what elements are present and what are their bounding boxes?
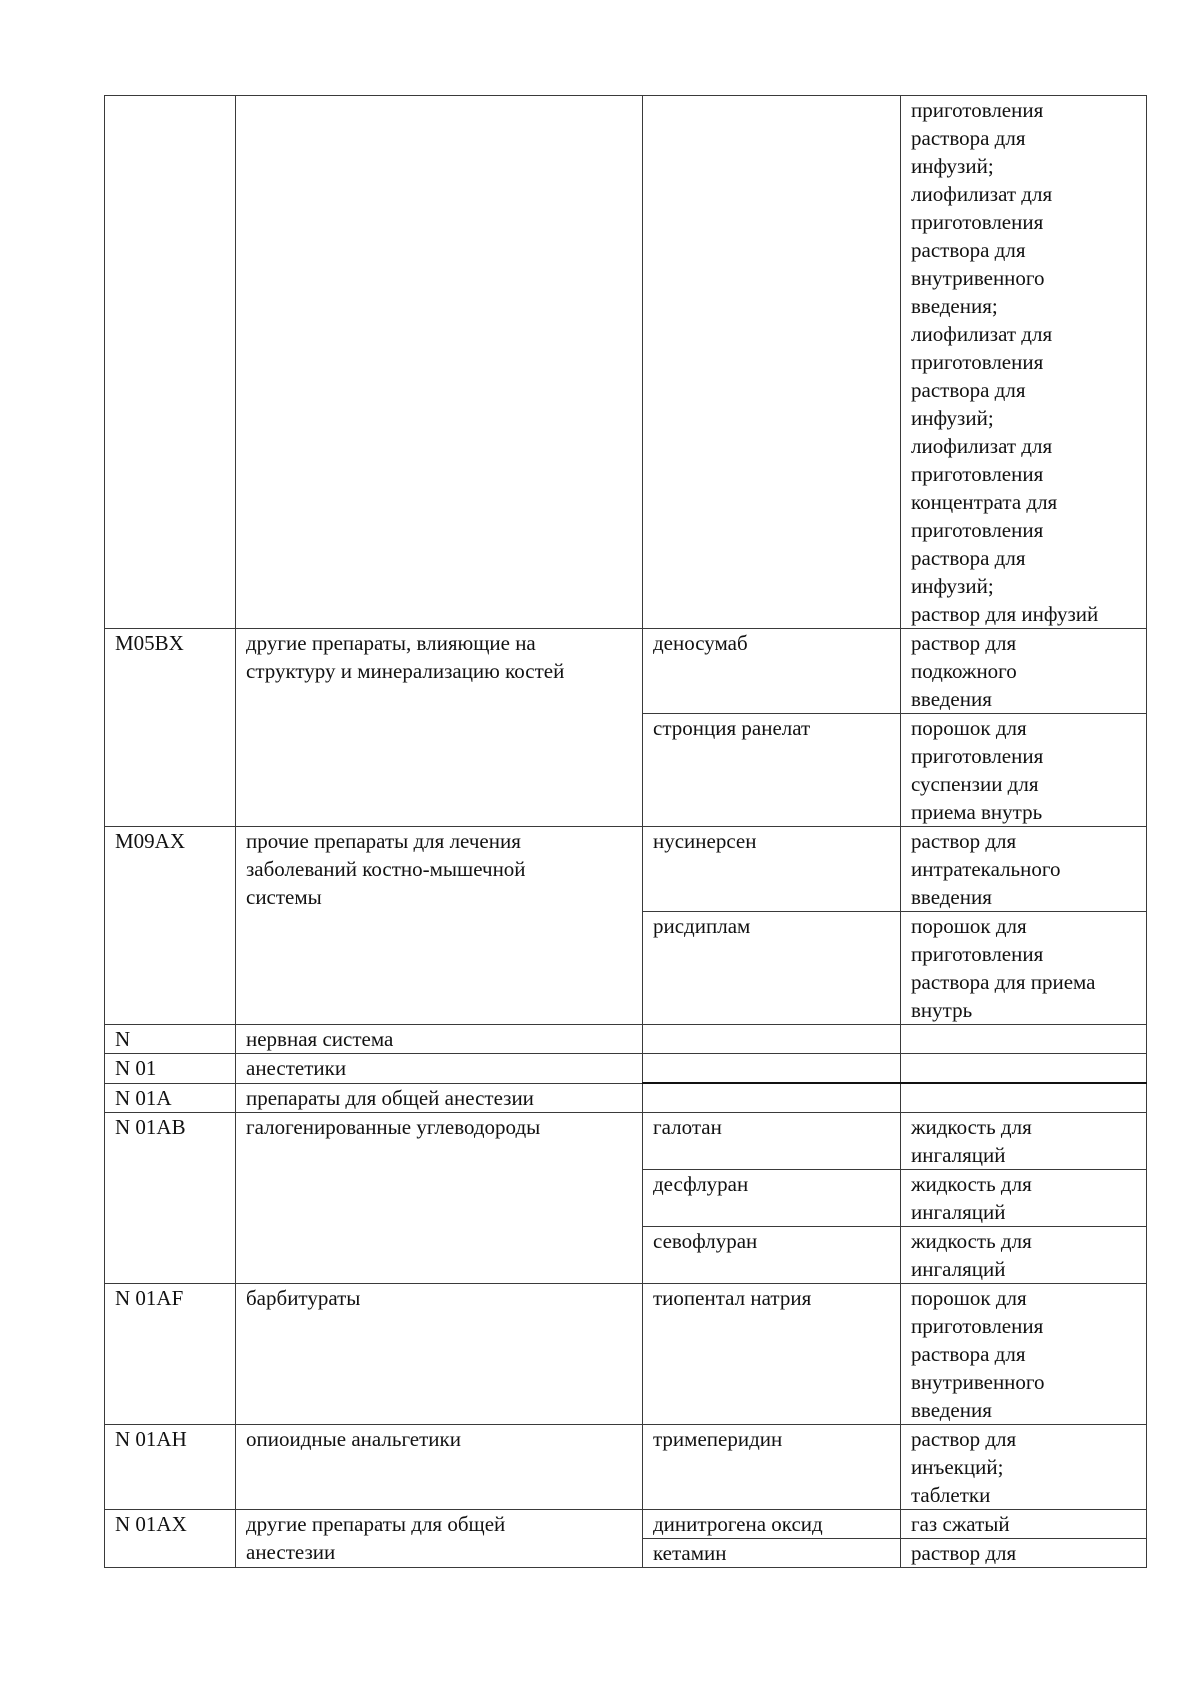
drug-name-cell: севофлуран: [643, 1227, 901, 1284]
table-row: [105, 1083, 1147, 1113]
drug-name-cell: тиопентал натрия: [643, 1284, 901, 1425]
drug-name-cell: галотан: [643, 1113, 901, 1170]
dosage-form-cell: раствор для инъекций; таблетки: [901, 1425, 1147, 1510]
dosage-form-cell: [901, 1054, 1147, 1084]
table-row: [105, 1113, 1147, 1170]
drug-name-cell: [643, 1025, 901, 1054]
dosage-form-cell: жидкость для ингаляций: [901, 1113, 1147, 1170]
table-row: [105, 1510, 1147, 1539]
group-name-cell: другие препараты для общей анестезии: [236, 1510, 643, 1568]
dosage-form-cell: жидкость для ингаляций: [901, 1227, 1147, 1284]
table-body: [105, 96, 1147, 1568]
atc-code-cell: N 01AH: [105, 1425, 236, 1510]
group-name-cell: прочие препараты для лечения заболеваний костно-мышечной системы: [236, 827, 643, 1025]
atc-code-cell: N 01: [105, 1054, 236, 1084]
dosage-form-cell: раствор для подкожного введения: [901, 629, 1147, 714]
drug-name-cell: динитрогена оксид: [643, 1510, 901, 1539]
table-row: [105, 1054, 1147, 1084]
dosage-form-cell: жидкость для ингаляций: [901, 1170, 1147, 1227]
dosage-form-cell: раствор для: [901, 1539, 1147, 1568]
group-name-cell: барбитураты: [236, 1284, 643, 1425]
drug-name-cell: стронция ранелат: [643, 714, 901, 827]
dosage-form-cell: газ сжатый: [901, 1510, 1147, 1539]
table-row: [105, 629, 1147, 714]
drug-name-cell: [643, 1054, 901, 1084]
dosage-form-cell: порошок для приготовления раствора для приема внутрь: [901, 912, 1147, 1025]
drug-name-cell: кетамин: [643, 1539, 901, 1568]
drug-classification-table: [104, 95, 1147, 1568]
table-row: [105, 1284, 1147, 1425]
atc-code-cell: M09AX: [105, 827, 236, 1025]
table-row: [105, 1025, 1147, 1054]
table-row: [105, 96, 1147, 629]
drug-name-cell: рисдиплам: [643, 912, 901, 1025]
drug-name-cell: нусинерсен: [643, 827, 901, 912]
atc-code-cell: [105, 96, 236, 629]
table-row: [105, 827, 1147, 912]
group-name-cell: опиоидные анальгетики: [236, 1425, 643, 1510]
drug-name-cell: тримеперидин: [643, 1425, 901, 1510]
atc-code-cell: M05BX: [105, 629, 236, 827]
group-name-cell: нервная система: [236, 1025, 643, 1054]
atc-code-cell: N 01AF: [105, 1284, 236, 1425]
drug-name-cell: деносумаб: [643, 629, 901, 714]
dosage-form-cell: приготовления раствора для инфузий; лиофилизат для приготовления раствора для внутривенного введения; лиофилизат для приготовления раствора для инфузий; лиофилизат для приготовления концентрата для приготовления раствора для инфузий; раствор для инфузий: [901, 96, 1147, 629]
drug-name-cell: [643, 1083, 901, 1113]
group-name-cell: [236, 96, 643, 629]
atc-code-cell: N 01A: [105, 1083, 236, 1113]
drug-name-cell: [643, 96, 901, 629]
table-row: [105, 1425, 1147, 1510]
atc-code-cell: N: [105, 1025, 236, 1054]
atc-code-cell: N 01AB: [105, 1113, 236, 1284]
dosage-form-cell: раствор для интратекального введения: [901, 827, 1147, 912]
group-name-cell: препараты для общей анестезии: [236, 1083, 643, 1113]
dosage-form-cell: [901, 1025, 1147, 1054]
dosage-form-cell: порошок для приготовления суспензии для приема внутрь: [901, 714, 1147, 827]
group-name-cell: другие препараты, влияющие на структуру и минерализацию костей: [236, 629, 643, 827]
drug-name-cell: десфлуран: [643, 1170, 901, 1227]
dosage-form-cell: порошок для приготовления раствора для внутривенного введения: [901, 1284, 1147, 1425]
group-name-cell: анестетики: [236, 1054, 643, 1084]
atc-code-cell: N 01AX: [105, 1510, 236, 1568]
dosage-form-cell: [901, 1083, 1147, 1113]
group-name-cell: галогенированные углеводороды: [236, 1113, 643, 1284]
